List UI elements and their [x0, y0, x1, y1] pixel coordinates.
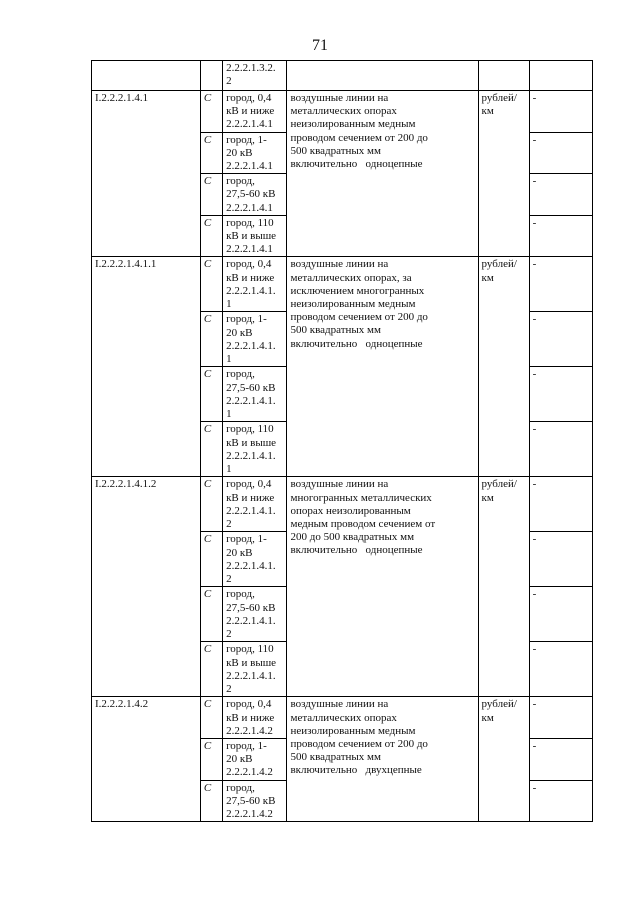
voltage-text: город, 0,4 кВ и ниже 2.2.2.1.4.1 — [226, 92, 275, 131]
description-cell — [287, 61, 478, 91]
description-cell — [287, 91, 478, 257]
description-text: воздушные линии на металлических опорах, за исключением многогранных неизолированным медным проводом сечением от 200 до 500 квадратных мм включительно одноцепные — [290, 258, 428, 350]
c-cell: С — [200, 532, 222, 587]
page-number: 71 — [312, 37, 328, 54]
description-text: воздушные линии на многогранных металлических опорах неизолированным медным проводом сечением от 200 до 500 квадратных мм включительно одноцепные — [290, 478, 436, 557]
table-row — [92, 697, 593, 739]
value-cell — [529, 257, 592, 312]
voltage-cell — [223, 642, 287, 697]
unit-text: рублей/ км — [481, 258, 517, 284]
value-text: - — [532, 588, 537, 601]
voltage-cell — [223, 174, 287, 216]
c-cell — [200, 61, 222, 91]
value-text: - — [532, 533, 537, 546]
c-cell: С — [200, 422, 222, 477]
c-cell: С — [200, 367, 222, 422]
unit-cell — [478, 61, 529, 91]
value-cell — [529, 367, 592, 422]
voltage-cell — [223, 312, 287, 367]
value-text: - — [532, 92, 537, 104]
value-cell — [529, 132, 592, 174]
value-cell — [529, 532, 592, 587]
voltage-cell — [223, 739, 287, 781]
value-text: - — [532, 698, 537, 711]
value-cell — [529, 91, 592, 133]
value-cell — [529, 587, 592, 642]
voltage-text: город, 27,5-60 кВ 2.2.2.1.4.1. 2 — [226, 588, 276, 641]
unit-cell — [478, 91, 529, 257]
value-cell — [529, 642, 592, 697]
voltage-text: город, 1- 20 кВ 2.2.2.1.4.2 — [226, 740, 273, 779]
c-cell: С — [200, 91, 222, 133]
value-cell — [529, 215, 592, 257]
value-text: - — [532, 740, 537, 753]
value-text: - — [532, 175, 537, 188]
value-text: - — [532, 313, 537, 326]
voltage-cell — [223, 587, 287, 642]
value-cell — [529, 477, 592, 532]
table-row-continuation — [92, 61, 593, 91]
voltage-cell — [223, 215, 287, 257]
voltage-text: город, 110 кВ и выше 2.2.2.1.4.1. 1 — [226, 423, 277, 476]
c-cell: С — [200, 780, 222, 822]
description-cell — [287, 257, 478, 477]
voltage-text: город, 1- 20 кВ 2.2.2.1.4.1 — [226, 133, 273, 173]
value-cell — [529, 422, 592, 477]
c-cell: С — [200, 257, 222, 312]
voltage-cell — [223, 477, 287, 532]
c-cell: С — [200, 587, 222, 642]
voltage-cell — [223, 422, 287, 477]
code-cell: I.2.2.2.1.4.1.2 — [92, 477, 201, 697]
value-cell — [529, 780, 592, 822]
unit-text: рублей/ км — [481, 478, 517, 504]
description-cell — [287, 477, 478, 697]
value-text: - — [532, 258, 537, 271]
voltage-text: город, 0,4 кВ и ниже 2.2.2.1.4.2 — [226, 698, 275, 737]
unit-cell — [478, 697, 529, 822]
voltage-text: город, 1- 20 кВ 2.2.2.1.4.1. 2 — [226, 533, 276, 586]
voltage-cell — [223, 697, 287, 739]
table-row — [92, 477, 593, 532]
value-text: - — [532, 781, 537, 794]
value-cell — [529, 174, 592, 216]
voltage-cell — [223, 132, 287, 174]
voltage-text: город, 110 кВ и выше 2.2.2.1.4.1 — [226, 216, 277, 256]
c-cell: С — [200, 312, 222, 367]
c-cell: С — [200, 215, 222, 257]
voltage-cell — [223, 367, 287, 422]
unit-text: рублей/ км — [481, 92, 517, 118]
voltage-text: город, 27,5-60 кВ 2.2.2.1.4.2 — [226, 781, 276, 821]
value-cell — [529, 61, 592, 91]
code-cell: I.2.2.2.1.4.2 — [92, 697, 201, 822]
voltage-cell — [223, 91, 287, 133]
c-cell: С — [200, 697, 222, 739]
c-cell: С — [200, 477, 222, 532]
description-text: воздушные линии на металлических опорах неизолированным медным проводом сечением от 200 до 500 квадратных мм включительно одноцепные — [290, 92, 428, 171]
description-text: воздушные линии на металлических опорах неизолированным медным проводом сечением от 200 до 500 квадратных мм включительно двухцепные — [290, 698, 428, 777]
code-cell: I.2.2.2.1.4.1.1 — [92, 257, 201, 477]
value-text: - — [532, 478, 537, 491]
table-row — [92, 257, 593, 312]
voltage-text: город, 27,5-60 кВ 2.2.2.1.4.1 — [226, 175, 276, 214]
c-cell: С — [200, 132, 222, 174]
value-text: - — [532, 216, 537, 229]
c-cell: С — [200, 642, 222, 697]
table-row — [92, 91, 593, 133]
voltage-text: город, 0,4 кВ и ниже 2.2.2.1.4.1. 2 — [226, 478, 276, 531]
voltage-cell — [223, 780, 287, 822]
unit-text: рублей/ км — [481, 698, 517, 724]
code-cell: I.2.2.2.1.4.1 — [92, 91, 201, 257]
value-text: - — [532, 423, 537, 436]
value-text: - — [532, 643, 537, 656]
tariff-table-body — [92, 61, 593, 822]
voltage-text: город, 110 кВ и выше 2.2.2.1.4.1. 2 — [226, 643, 277, 696]
value-text: - — [532, 368, 537, 381]
description-cell — [287, 697, 478, 822]
value-cell — [529, 312, 592, 367]
tariff-table — [91, 60, 593, 822]
voltage-cell — [223, 61, 287, 91]
voltage-cell — [223, 257, 287, 312]
unit-cell — [478, 257, 529, 477]
c-cell: С — [200, 174, 222, 216]
voltage-text: город, 0,4 кВ и ниже 2.2.2.1.4.1. 1 — [226, 258, 276, 311]
voltage-text: город, 1- 20 кВ 2.2.2.1.4.1. 1 — [226, 313, 276, 366]
voltage-text: 2.2.2.1.3.2. 2 — [226, 62, 276, 88]
unit-cell — [478, 477, 529, 697]
value-cell — [529, 697, 592, 739]
value-text: - — [532, 133, 537, 146]
voltage-text: город, 27,5-60 кВ 2.2.2.1.4.1. 1 — [226, 368, 276, 421]
code-cell — [92, 61, 201, 91]
value-cell — [529, 739, 592, 781]
c-cell: С — [200, 739, 222, 781]
voltage-cell — [223, 532, 287, 587]
